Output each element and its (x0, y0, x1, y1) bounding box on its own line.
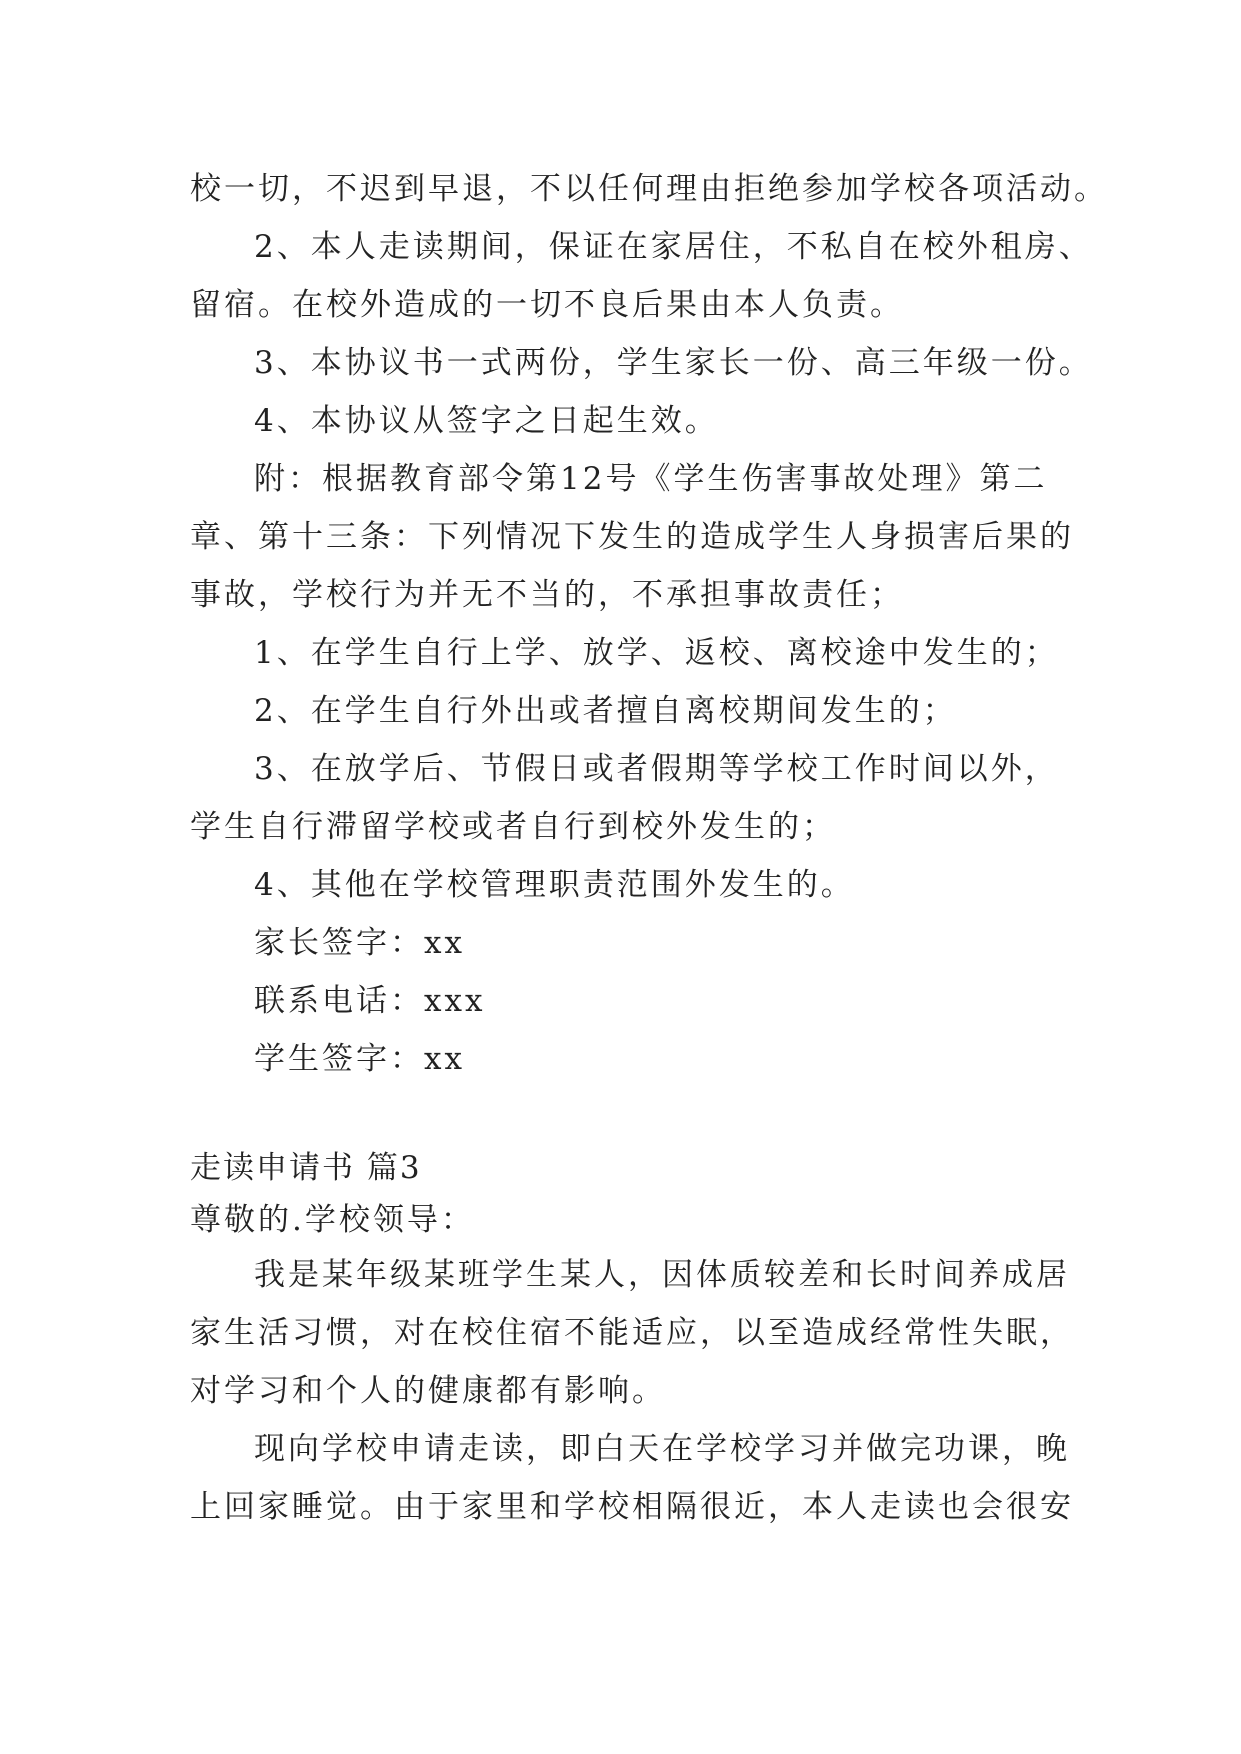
paragraph-line: 对学习和个人的健康都有影响。 (190, 1373, 666, 1409)
paragraph-line: 章、第十三条：下列情况下发生的造成学生人身损害后果的 (190, 519, 1074, 555)
document-body (190, 160, 1108, 1536)
paragraph-line: 家生活习惯，对在校住宿不能适应，以至造成经常性失眠， (190, 1315, 1074, 1351)
paragraph-line: 2、在学生自行外出或者擅自离校期间发生的； (254, 693, 957, 729)
paragraph-line: 3、本协议书一式两份，学生家长一份、高三年级一份。 (254, 345, 1093, 381)
paragraph-line: 留宿。在校外造成的一切不良后果由本人负责。 (190, 287, 904, 323)
section-spacer (190, 1088, 1070, 1142)
paragraph-line: 现向学校申请走读，即白天在学校学习并做完功课，晚 (254, 1431, 1070, 1467)
paragraph-line: 事故，学校行为并无不当的，不承担事故责任； (190, 577, 904, 613)
paragraph-line: 4、其他在学校管理职责范围外发生的。 (254, 867, 855, 903)
section-title: 走读申请书 篇3 (190, 1150, 422, 1186)
paragraph-line: 2、本人走读期间，保证在家居住，不私自在校外租房、 (254, 229, 1093, 265)
paragraph-line: 上回家睡觉。由于家里和学校相隔很近，本人走读也会很安 (190, 1489, 1074, 1525)
salutation: 尊敬的.学校领导： (190, 1202, 475, 1238)
student-signature: 学生签字：xx (254, 1041, 465, 1077)
paragraph-line: 学生自行滞留学校或者自行到校外发生的； (190, 809, 836, 845)
paragraph-line: 校一切，不迟到早退，不以任何理由拒绝参加学校各项活动。 (190, 171, 1108, 207)
parent-signature: 家长签字：xx (254, 925, 465, 961)
paragraph-line: 我是某年级某班学生某人，因体质较差和长时间养成居 (254, 1257, 1070, 1293)
paragraph-line: 4、本协议从签字之日起生效。 (254, 403, 719, 439)
paragraph-line: 3、在放学后、节假日或者假期等学校工作时间以外， (254, 751, 1059, 787)
contact-phone: 联系电话：xxx (254, 983, 486, 1019)
paragraph-line: 附：根据教育部令第12号《学生伤害事故处理》第二 (254, 461, 1048, 497)
paragraph-line: 1、在学生自行上学、放学、返校、离校途中发生的； (254, 635, 1059, 671)
